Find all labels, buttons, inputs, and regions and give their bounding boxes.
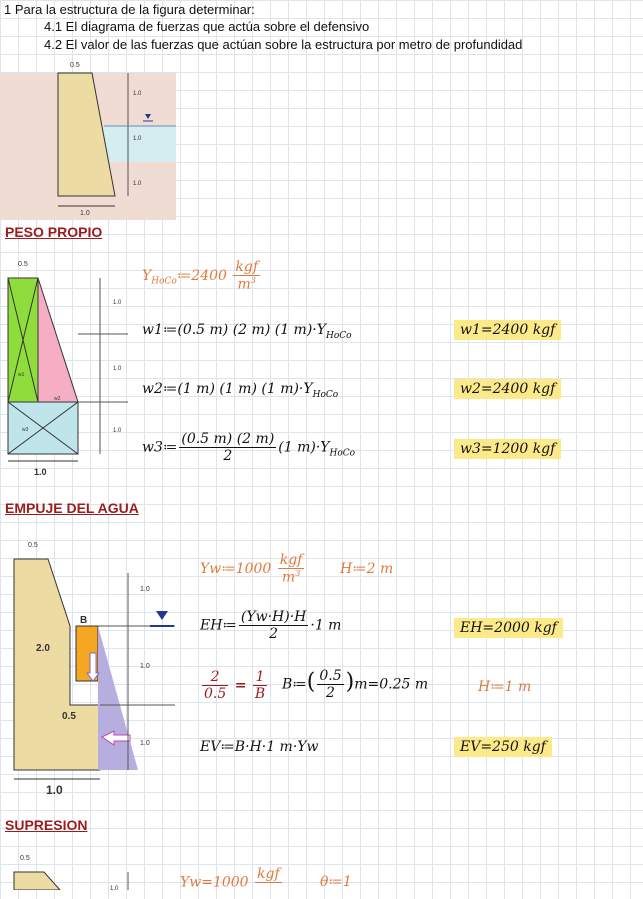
fig1-dim-3: 1.0	[133, 181, 142, 187]
density-water-supresion: Yw=1000 kgf	[180, 866, 280, 891]
fig4-dim-1: 1.0	[110, 886, 119, 890]
fig3-dim-1: 1.0	[140, 586, 150, 593]
eq-eh: EH≔ $\frac{(Yw\cdot H)\cdot H}{2}$ ·1 m	[200, 609, 342, 642]
eq-ratio: $\frac{2}{0.5}$ = $\frac{1}{B}$	[204, 669, 266, 702]
eq-w2: w2≔(1 m) (1 m) (1 $m)\cdot Y_{HoCo}$	[142, 381, 339, 400]
structure-figure	[0, 58, 180, 220]
height-definition: H≔2 m	[340, 561, 394, 577]
fig3-dim-3: 1.0	[140, 740, 150, 747]
result-w3: w3=1200 kgf	[454, 439, 561, 459]
fig3-base-dim: 1.0	[46, 783, 63, 797]
problem-item-4-1: 4.1 El diagrama de fuerzas que actúa sobre el defensivo	[44, 19, 370, 34]
fig1-dim-2: 1.0	[133, 136, 142, 142]
theta-definition: θ≔1	[320, 874, 352, 890]
problem-statement: 1 Para la estructura de la figura determinar:	[4, 2, 255, 17]
fig2-dim-2: 1.0	[113, 366, 122, 372]
result-ev: EV=250 kgf	[454, 737, 552, 757]
eq-ev: EV≔B·H·1 m·Yw	[200, 739, 319, 755]
density-water: Yw≔1000 $\frac{\text{kgf}}{m^3}$	[200, 552, 303, 586]
uplift-figure	[0, 848, 140, 890]
label-w2: w2	[54, 396, 61, 402]
result-w2: w2=2400 kgf	[454, 379, 561, 399]
density-concrete: $Y_{HoCo}≔2400$ $\frac{\text{kgf}}{m^3}$	[142, 259, 259, 293]
fig4-top-dim: 0.5	[20, 855, 30, 862]
water-pressure-figure	[0, 533, 185, 798]
eq-b: B≔( $\frac{0.5}{2}$ )m=0.25 m	[282, 668, 429, 701]
self-weight-figure	[0, 256, 140, 480]
section-peso-propio: PESO PROPIO	[5, 224, 103, 240]
fig1-base-dim: 1.0	[80, 210, 90, 217]
fig2-base-dim: 1.0	[34, 467, 47, 477]
fig3-height-label: 2.0	[36, 643, 50, 654]
section-supresion: SUPRESION	[5, 817, 88, 833]
height-h1: H≔1 m	[478, 679, 532, 695]
result-w1: w1=2400 kgf	[454, 320, 561, 340]
fig3-B-label: B	[80, 615, 88, 626]
section-empuje-agua: EMPUJE DEL AGUA	[5, 500, 139, 516]
fig3-b-label: 0.5	[62, 711, 76, 722]
result-eh: EH=2000 kgf	[454, 618, 563, 638]
label-w1: w1	[18, 372, 25, 378]
fig2-dim-1: 1.0	[113, 300, 122, 306]
fig1-top-dim: 0.5	[70, 62, 80, 69]
problem-item-4-2: 4.2 El valor de las fuerzas que actúan sobre la estructura por metro de profundidad	[44, 37, 523, 52]
fig2-top-dim: 0.5	[18, 261, 28, 268]
fig1-dim-1: 1.0	[133, 91, 142, 97]
eq-w1: w1≔(0.5 m) (2 m) (1 $m)\cdot Y_{HoCo}$	[142, 322, 352, 341]
fig3-top-dim: 0.5	[28, 542, 38, 549]
fig2-dim-3: 1.0	[113, 428, 122, 434]
label-w3: w3	[22, 427, 29, 433]
fig3-dim-2: 1.0	[140, 663, 150, 670]
eq-w3: w3≔ $\frac{(0.5 m) (2 m)}{2}$ (1 $m)\cdot Y_{HoCo}$	[142, 431, 356, 464]
